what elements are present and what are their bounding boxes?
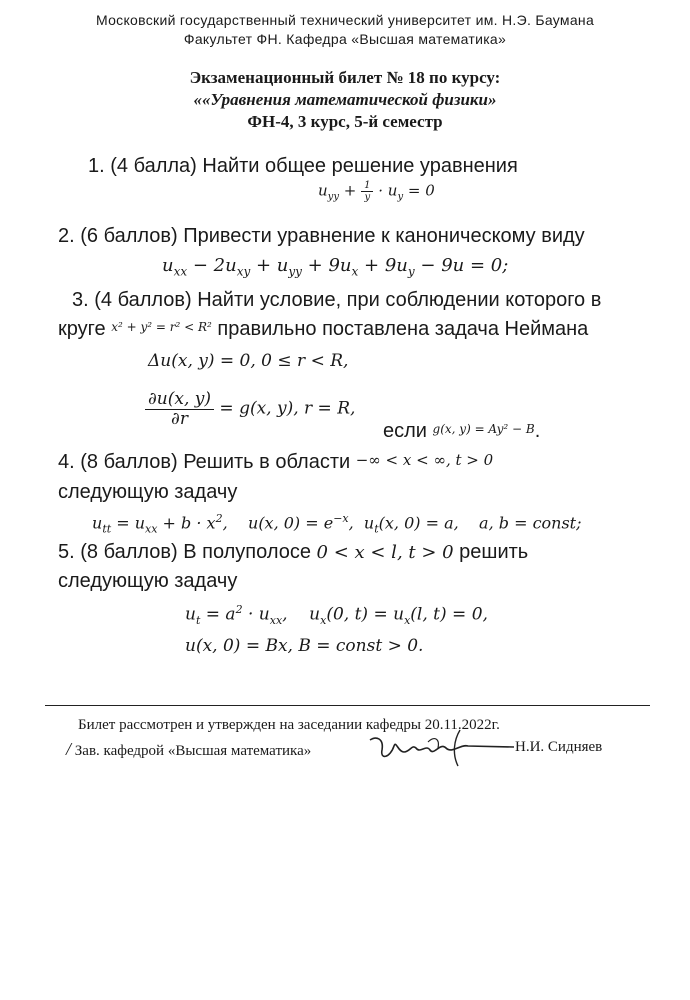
task-3-equation-1: Δu(x, y) = 0, 0 ≤ r < R, <box>148 351 349 371</box>
task-3-text-line2: круге $^{x^2 + y^2 = r^2 < R^2}$ правильно поставлена задача Неймана <box>58 318 589 340</box>
course-info: ФН-4, 3 курс, 5-й семестр <box>247 112 443 131</box>
task-2-text: 2. (6 баллов) Привести уравнение к каноническому виду <box>58 225 585 247</box>
task-3-boundary-condition: $\frac{\partial u(x, y)}{\partial r}$ = g(x, y), r = R, <box>145 390 355 428</box>
task-5-equation-2: u(x, 0) = Bx, B = const > 0. <box>185 636 424 656</box>
task-4-equation: $u_{tt} = u_{xx} + b \cdot x^2$, u(x, $0) = e^{-x}$, $u_t(x$, 0) = a, a, b = const; <box>92 512 582 536</box>
task-5-text-line2: следующую задачу <box>58 570 238 592</box>
signature <box>368 726 516 768</box>
task-1-equation: $u_{yy}$ + $\frac{1}{y}$ · $u_y = 0$ <box>318 180 435 203</box>
task-1-text: 1. (4 балла) Найти общее решение уравнения <box>88 155 518 177</box>
task-4-domain: −∞ < x < ∞, t > 0 <box>355 451 494 469</box>
task-5-domain: 0 < x < l, t > 0 <box>316 542 454 563</box>
approval-note: Билет рассмотрен и утвержден на заседании кафедры 20.11.2022г. <box>78 717 500 733</box>
head-of-department-name: Н.И. Сидняев <box>515 739 603 755</box>
task-5-text-line1: 5. (8 баллов) В полуполосе 0 < x < l, t > 0 решить <box>58 541 529 563</box>
circle-condition: x² + y² = r² < R² <box>111 320 212 334</box>
task-3-text-line1: 3. (4 баллов) Найти условие, при соблюдении которого в <box>72 289 602 311</box>
task-5-equation-1: $u_t = a^2 \cdot u_{xx}$, $u_x(0$, $t) = u_x(l$, t) = 0, <box>185 603 488 628</box>
task-4-text-line1: 4. (8 баллов) Решить в области −∞ < x < ∞, t > 0 <box>58 451 494 473</box>
department-name: Факультет ФН. Кафедра «Высшая математика» <box>183 31 507 47</box>
task-2-equation: $u_{xx} - 2u_{xy} + u_{yy} + 9u_x + 9u_y - 9u = 0$; <box>162 255 509 279</box>
task-4-text-line2: следующую задачу <box>58 481 238 503</box>
footer-divider <box>45 705 650 706</box>
task-3-if-clause: если $^{g(x, y) = Ay^2 - B}$. <box>383 420 541 442</box>
university-name: Московский государственный технический университет им. Н.Э. Баумана <box>95 12 595 28</box>
course-name: ««Уравнения математической физики» <box>193 90 497 109</box>
ticket-title: Экзаменационный билет № 18 по курсу: <box>189 68 501 87</box>
head-of-department-label: / Зав. кафедрой «Высшая математика» <box>66 739 312 759</box>
